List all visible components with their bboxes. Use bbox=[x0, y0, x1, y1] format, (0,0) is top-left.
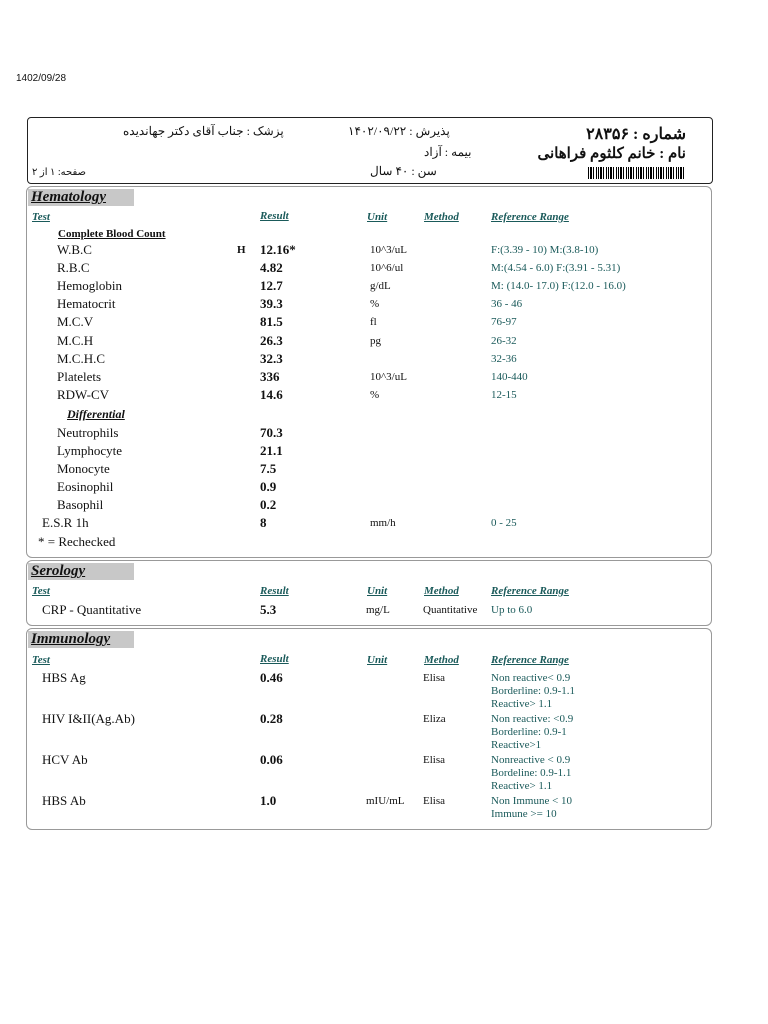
test-reference: 140-440 bbox=[491, 370, 528, 383]
section-title: Hematology bbox=[28, 189, 134, 206]
insurance: بیمه : آزاد bbox=[424, 145, 472, 159]
reference-line: Immune >= 10 bbox=[491, 808, 557, 820]
test-name: Hematocrit bbox=[57, 296, 116, 312]
reference-line: Reactive> 1.1 bbox=[491, 780, 553, 792]
subheading-cbc: Complete Blood Count bbox=[58, 228, 166, 240]
test-unit: 10^3/uL bbox=[370, 244, 407, 256]
test-unit: mg/L bbox=[366, 604, 390, 616]
test-reference: M: (14.0- 17.0) F:(12.0 - 16.0) bbox=[491, 280, 626, 293]
test-result: 12.16* bbox=[260, 242, 296, 257]
test-name: Monocyte bbox=[57, 461, 110, 477]
table-row bbox=[27, 497, 711, 513]
test-reference: 32-36 bbox=[491, 352, 517, 365]
test-reference: 76-97 bbox=[491, 316, 517, 329]
test-reference bbox=[491, 754, 571, 793]
barcode-icon bbox=[588, 167, 686, 179]
patient-header bbox=[27, 117, 713, 184]
table-row bbox=[27, 260, 711, 276]
table-row bbox=[27, 387, 711, 403]
test-method: Elisa bbox=[423, 672, 445, 684]
hematology-section bbox=[26, 186, 712, 558]
col-reference: Reference Range bbox=[491, 211, 569, 223]
test-reference bbox=[491, 713, 573, 752]
test-name: Basophil bbox=[57, 497, 104, 513]
col-result: Result bbox=[260, 653, 289, 665]
test-unit: fl bbox=[370, 316, 377, 329]
immunology-section bbox=[26, 628, 712, 830]
col-reference: Reference Range bbox=[491, 585, 569, 597]
test-result: 8 bbox=[260, 515, 267, 530]
test-name: Eosinophil bbox=[57, 479, 114, 495]
test-name: RDW-CV bbox=[57, 386, 109, 402]
test-reference: F:(3.39 - 10) M:(3.8-10) bbox=[491, 244, 599, 256]
col-unit: Unit bbox=[367, 585, 388, 597]
table-row bbox=[27, 752, 711, 792]
col-reference: Reference Range bbox=[491, 654, 569, 666]
print-date: 1402/09/28 bbox=[16, 73, 67, 84]
col-method: Method bbox=[424, 211, 459, 223]
reference-line: Borderline: 0.9-1.1 bbox=[491, 685, 576, 697]
col-method: Method bbox=[424, 585, 459, 597]
col-method: Method bbox=[424, 654, 459, 666]
section-title: Immunology bbox=[28, 631, 134, 648]
test-result: 12.7 bbox=[260, 278, 283, 294]
reference-line: Reactive> 1.1 bbox=[491, 698, 553, 710]
col-test: Test bbox=[32, 585, 50, 597]
reference-line: Bordeline: 0.9-1.1 bbox=[491, 767, 572, 779]
test-reference: 36 - 46 bbox=[491, 298, 523, 311]
col-unit: Unit bbox=[367, 211, 388, 223]
table-row bbox=[27, 314, 711, 330]
patient-name: نام : خانم کلثوم فراهانی bbox=[537, 146, 686, 162]
reference-line: Non Immune < 10 bbox=[491, 795, 573, 807]
reference-line: Up to 6.0 bbox=[491, 604, 533, 616]
test-name: HIV I&II(Ag.Ab) bbox=[42, 711, 135, 726]
test-method: Eliza bbox=[423, 713, 446, 725]
test-result: 32.3 bbox=[260, 350, 283, 366]
table-row bbox=[27, 351, 711, 367]
subheading-differential: Differential bbox=[67, 407, 125, 421]
section-title: Serology bbox=[28, 563, 134, 580]
doctor-name: پزشک : جناب آقای دکتر جهاندیده bbox=[123, 124, 284, 138]
test-name: M.C.H.C bbox=[57, 350, 106, 366]
test-method: Elisa bbox=[423, 754, 445, 766]
table-row bbox=[27, 793, 711, 820]
test-result: 336 bbox=[260, 368, 280, 384]
test-unit: % bbox=[370, 298, 380, 311]
test-result: 1.0 bbox=[260, 793, 277, 808]
reference-line: Borderline: 0.9-1 bbox=[491, 726, 567, 738]
result-flag: H bbox=[237, 244, 246, 256]
test-method: Quantitative bbox=[423, 604, 478, 616]
test-result: 7.5 bbox=[260, 461, 277, 477]
table-row bbox=[27, 711, 711, 751]
test-unit: 10^6/ul bbox=[370, 262, 404, 275]
test-reference: 12-15 bbox=[491, 388, 517, 401]
test-result: 81.5 bbox=[260, 314, 283, 330]
test-reference: 0 - 25 bbox=[491, 517, 517, 529]
test-reference bbox=[491, 795, 572, 821]
col-result: Result bbox=[260, 210, 289, 222]
patient-age: سن : ۴۰ سال bbox=[370, 164, 437, 178]
test-name: CRP - Quantitative bbox=[42, 602, 142, 617]
test-reference: 26-32 bbox=[491, 334, 517, 347]
test-name: Neutrophils bbox=[57, 425, 119, 440]
reference-line: Non reactive: <0.9 bbox=[491, 713, 574, 725]
test-name: W.B.C bbox=[57, 242, 92, 257]
test-result: 26.3 bbox=[260, 332, 283, 348]
test-unit: % bbox=[370, 388, 380, 401]
page-number: صفحه: ۱ از ۲ bbox=[32, 167, 87, 178]
test-result: 21.1 bbox=[260, 443, 283, 459]
table-row bbox=[27, 443, 711, 459]
test-result: 0.46 bbox=[260, 670, 283, 685]
reference-line: Nonreactive < 0.9 bbox=[491, 754, 571, 766]
record-number: شماره : ۲۸۳۵۶ bbox=[586, 126, 686, 143]
test-result: 70.3 bbox=[260, 425, 283, 440]
table-row bbox=[27, 278, 711, 294]
test-unit: g/dL bbox=[370, 280, 391, 293]
col-test: Test bbox=[32, 211, 50, 223]
test-name: Hemoglobin bbox=[57, 278, 122, 294]
serology-section bbox=[26, 560, 712, 626]
col-test: Test bbox=[32, 654, 50, 666]
test-name: Lymphocyte bbox=[57, 443, 122, 459]
test-unit: pg bbox=[370, 334, 381, 347]
table-row bbox=[27, 369, 711, 385]
table-row bbox=[27, 479, 711, 495]
test-reference bbox=[491, 604, 532, 617]
test-reference: M:(4.54 - 6.0) F:(3.91 - 5.31) bbox=[491, 262, 621, 275]
test-result: 0.2 bbox=[260, 497, 277, 513]
test-name: Platelets bbox=[57, 368, 102, 384]
test-result: 0.06 bbox=[260, 752, 283, 767]
reference-line: Reactive>1 bbox=[491, 739, 542, 751]
table-row bbox=[27, 333, 711, 349]
test-result: 39.3 bbox=[260, 296, 283, 312]
test-name: HCV Ab bbox=[42, 752, 88, 767]
test-result: 0.28 bbox=[260, 711, 283, 726]
test-name: HBS Ag bbox=[42, 670, 86, 685]
table-row bbox=[27, 425, 711, 441]
table-row bbox=[27, 461, 711, 477]
test-method: Elisa bbox=[423, 795, 445, 807]
test-unit: 10^3/uL bbox=[370, 370, 407, 383]
test-name: E.S.R 1h bbox=[42, 515, 89, 530]
test-name: M.C.V bbox=[57, 314, 94, 330]
table-row bbox=[27, 242, 711, 258]
test-result: 4.82 bbox=[260, 260, 283, 276]
col-result: Result bbox=[260, 585, 289, 597]
reference-line: Non reactive< 0.9 bbox=[491, 672, 571, 684]
col-unit: Unit bbox=[367, 654, 388, 666]
table-row bbox=[27, 602, 711, 618]
test-result: 0.9 bbox=[260, 479, 277, 495]
test-unit: mm/h bbox=[370, 517, 396, 529]
test-name: HBS Ab bbox=[42, 793, 86, 808]
test-unit: mIU/mL bbox=[366, 795, 405, 807]
table-row bbox=[27, 670, 711, 710]
table-row bbox=[27, 296, 711, 312]
admission-date: پذیرش : ۱۴۰۲/۰۹/۲۲ bbox=[348, 124, 450, 138]
table-row bbox=[27, 515, 711, 531]
test-name: M.C.H bbox=[57, 332, 94, 348]
test-result: 14.6 bbox=[260, 386, 283, 402]
test-name: R.B.C bbox=[57, 260, 90, 276]
recheck-note: * = Rechecked bbox=[38, 534, 116, 549]
test-reference bbox=[491, 672, 575, 711]
test-result: 5.3 bbox=[260, 602, 277, 617]
